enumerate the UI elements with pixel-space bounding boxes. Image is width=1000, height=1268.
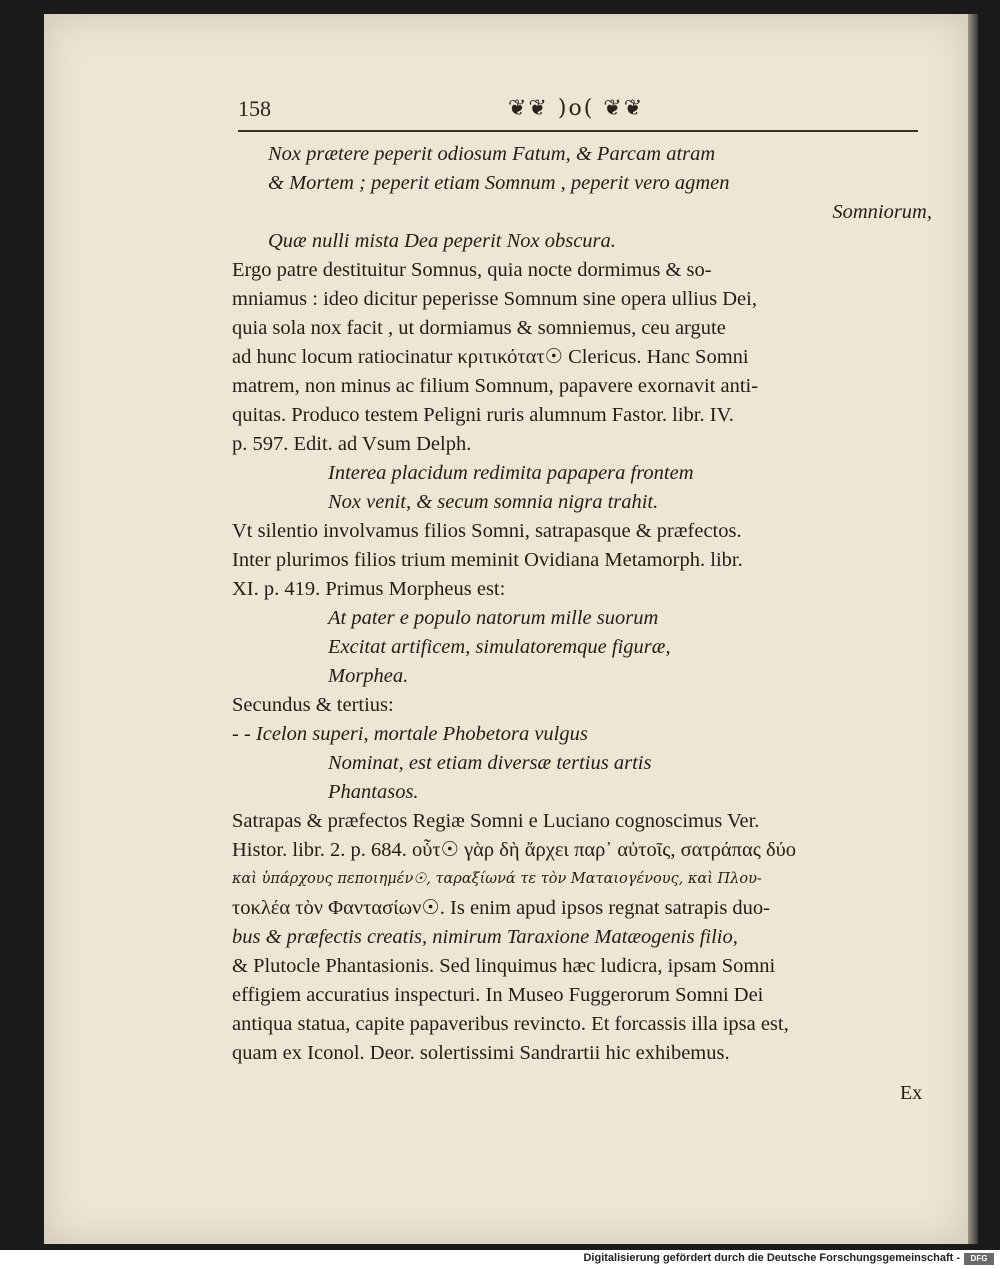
text-line: Satrapas & præfectos Regiæ Somni e Luciano cognoscimus Ver. [232, 810, 760, 832]
catchword: Ex [900, 1082, 923, 1104]
page-number: 158 [238, 96, 271, 121]
text-line: τοκλέα τὸν Φαντασίων☉. Is enim apud ipsos regnat satrapis duo- [232, 897, 771, 919]
text-line: Interea placidum redimita papapera frontem [328, 462, 694, 484]
text-line: mniamus : ideo dicitur peperisse Somnum sine opera ullius Dei, [232, 288, 757, 310]
text-line: antiqua statua, capite papaveribus revincto. Et forcassis illa ipsa est, [232, 1013, 789, 1035]
text-line: quitas. Produco testem Peligni ruris alumnum Fastor. libr. IV. [232, 404, 734, 426]
text-line: ad hunc locum ratiocinatur κριτικότατ☉ Clericus. Hanc Somni [232, 346, 749, 368]
text-line: Morphea. [328, 665, 409, 687]
text-line: Excitat artificem, simulatoremque figuræ, [328, 636, 671, 658]
text-line: matrem, non minus ac filium Somnum, papavere exornavit anti- [232, 375, 759, 397]
text-line: quia sola nox facit , ut dormiamus & somniemus, ceu argute [232, 317, 726, 339]
text-line: At pater e populo natorum mille suorum [328, 607, 659, 629]
text-line: Ergo patre destituitur Somnus, quia nocte dormimus & so- [232, 259, 712, 281]
text-line: Phantasos. [328, 781, 419, 803]
text-line: καὶ ὑπάρχους πεποιημέν☉, ταραξίωνά τε τὸν Ματαιογένους, καὶ Πλου- [232, 871, 762, 887]
footer-bar [0, 1250, 1000, 1268]
text-line: Nox prætere peperit odiosum Fatum, & Parcam atram [268, 143, 716, 165]
text-line: bus & præfectis creatis, nimirum Taraxione Matæogenis filio, [232, 926, 738, 948]
text-line: - - Icelon superi, mortale Phobetora vulgus [232, 723, 588, 745]
header-rule [238, 130, 918, 132]
text-line: Histor. libr. 2. p. 684. οὗτ☉ γὰρ δὴ ἄρχει παρ᾽ αὐτοῖς, σατράπας δύο [232, 839, 797, 861]
text-line: p. 597. Edit. ad Vsum Delph. [232, 433, 472, 455]
text-line: Nox venit, & secum somnia nigra trahit. [328, 491, 659, 513]
text-line: Vt silentio involvamus filios Somni, satrapasque & præfectos. [232, 520, 742, 542]
text-line: Nominat, est etiam diversæ tertius artis [328, 752, 652, 774]
text-line: effigiem accuratius inspecturi. In Museo Fuggerorum Somni Dei [232, 984, 764, 1006]
text-line: Somniorum, [832, 201, 932, 223]
footer-credit: Digitalisierung gefördert durch die Deutsche Forschungsgemeinschaft - [583, 1252, 960, 1264]
dfg-logo-icon: DFG [964, 1253, 994, 1265]
text-line: Secundus & tertius: [232, 694, 394, 716]
header-ornament-icon: ❦❦ )o( ❦❦ [508, 96, 645, 121]
page-edge-shadow [968, 14, 978, 1244]
text-line: XI. p. 419. Primus Morpheus est: [232, 578, 506, 600]
text-line: Inter plurimos filios trium meminit Ovidiana Metamorph. libr. [232, 549, 743, 571]
page-header [238, 96, 928, 132]
body-text [232, 140, 932, 1068]
text-line: & Plutocle Phantasionis. Sed linquimus hæc ludicra, ipsam Somni [232, 955, 776, 977]
text-line: quam ex Iconol. Deor. solertissimi Sandrartii hic exhibemus. [232, 1042, 730, 1064]
text-line: Quæ nulli mista Dea peperit Nox obscura. [268, 230, 616, 252]
text-line: & Mortem ; peperit etiam Somnum , peperit vero agmen [268, 172, 730, 194]
